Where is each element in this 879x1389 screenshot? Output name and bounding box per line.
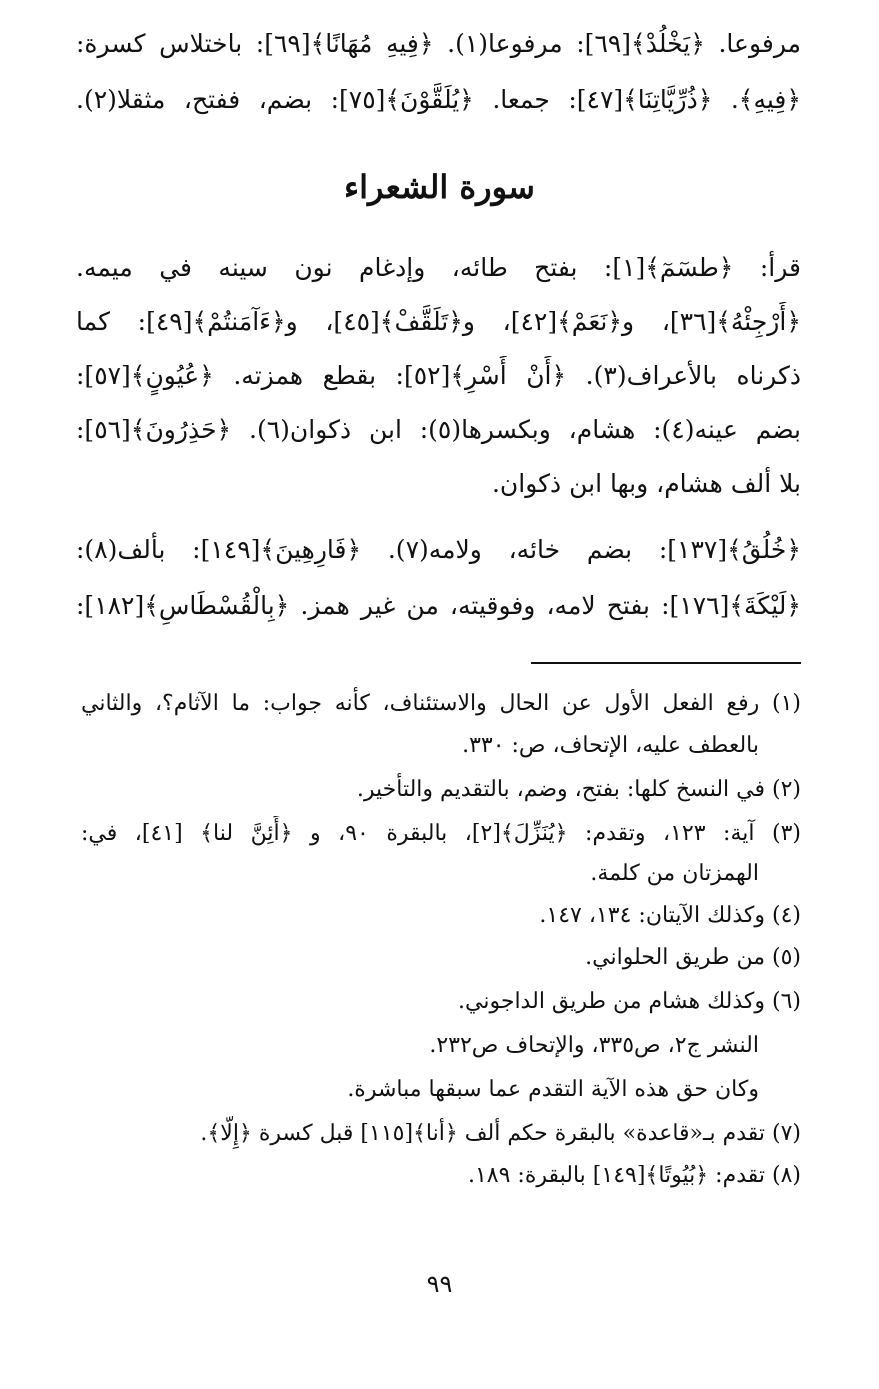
footnote-8: (٨) تقدم: ﴿بُيُوتًا﴾[١٤٩] بالبقرة: ١٨٩. — [467, 1163, 801, 1188]
paragraph2-line-1: ﴿خُلُقُ﴾[١٣٧]: بضم خائه، ولامه(٧). ﴿فَارِهِينَ﴾[١٤٩]: بألف(٨): — [76, 535, 801, 564]
footnote-1-line-1: (١) رفع الفعل الأول عن الحال والاستئناف، كأنه جواب: ما الآثام؟، والثاني — [81, 691, 801, 716]
body-line-1: مرفوعا. ﴿يَخْلُدْ﴾[٦٩]: مرفوعا(١). ﴿فِيهِ مُهَانًا﴾[٦٩]: باختلاس كسرة: — [76, 29, 801, 58]
footnote-divider — [531, 662, 801, 664]
footnote-6-line-2: النشر ج٢، ص٣٣٥، والإتحاف ص٢٣٢. — [429, 1033, 759, 1058]
paragraph1-line-4: بضم عينه(٤): هشام، وبكسرها(٥): ابن ذكوان(٦). ﴿حَذِرُونَ﴾[٥٦]: — [76, 415, 801, 444]
footnote-2: (٢) في النسخ كلها: بفتح، وضم، بالتقديم والتأخير. — [356, 777, 801, 802]
surah-title: سورة الشعراء — [344, 168, 535, 206]
footnote-3-line-2: الهمزتان من كلمة. — [590, 861, 759, 886]
body-line-2: ﴿فِيهِ﴾. ﴿ذُرِّيَّاتِنَا﴾[٤٧]: جمعا. ﴿يُلَقَّوْنَ﴾[٧٥]: بضم، ففتح، مثقلا(٢). — [76, 85, 801, 114]
footnote-1-line-2: بالعطف عليه، الإتحاف، ص: ٣٣٠. — [462, 733, 759, 758]
footnote-6-line-3: وكان حق هذه الآية التقدم عما سبقها مباشرة. — [347, 1077, 759, 1102]
footnote-5: (٥) من طريق الحلواني. — [585, 945, 801, 970]
footnote-3-line-1: (٣) آية: ١٢٣، وتقدم: ﴿يُنَزِّلَ﴾[٢]، بالبقرة ٩٠، و ﴿أَئِنَّ لنا﴾ [٤١]، في: — [81, 821, 801, 846]
paragraph1-line-2: ﴿أَرْجِئْهُ﴾[٣٦]، و﴿نَعَمْ﴾[٤٢]، و﴿تَلَقَّفْ﴾[٤٥]، و﴿ءَآمَنتُمْ﴾[٤٩]: كما — [76, 307, 801, 336]
paragraph1-line-1: قرأ: ﴿طسٓمٓ﴾[١]: بفتح طائه، وإدغام نون سينه في ميمه. — [76, 253, 801, 282]
page-number: ٩٩ — [426, 1270, 453, 1298]
paragraph2-line-2: ﴿لَيْكَةَ﴾[١٧٦]: بفتح لامه، وفوقيته، من غير همز. ﴿بِالْقُسْطَاسِ﴾[١٨٢]: — [76, 591, 801, 620]
footnote-4: (٤) وكذلك الآيتان: ١٣٤، ١٤٧. — [539, 903, 801, 928]
paragraph1-line-5: بلا ألف هشام، وبها ابن ذكوان. — [491, 469, 801, 498]
footnote-6-line-1: (٦) وكذلك هشام من طريق الداجوني. — [458, 989, 801, 1014]
paragraph1-line-3: ذكرناه بالأعراف(٣). ﴿أَنْ أَسْرِ﴾[٥٢]: بقطع همزته. ﴿عُيُونٍ﴾[٥٧]: — [76, 361, 801, 390]
footnote-7: (٧) تقدم بـ«قاعدة» بالبقرة حكم ألف ﴿أنا﴾[١١٥] قبل كسرة ﴿إِلَّا﴾. — [200, 1121, 801, 1146]
